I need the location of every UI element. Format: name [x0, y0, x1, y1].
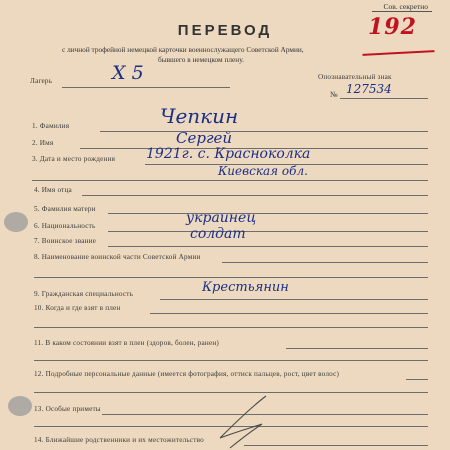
field-7-label: 7. Воинское звание — [34, 237, 97, 245]
tag-value: 127534 — [346, 82, 392, 96]
field-2-value: Сергей — [176, 129, 233, 147]
classification-underline — [372, 11, 432, 12]
tag-prefix: № — [330, 90, 338, 99]
field-11-line-2 — [34, 360, 428, 361]
field-4-label: 4. Имя отца — [34, 186, 72, 194]
field-7-line — [108, 246, 428, 247]
field-10-label: 10. Когда и где взят в плен — [34, 304, 121, 312]
field-9-label: 9. Гражданская специальность — [34, 290, 134, 298]
pencil-strike-mark — [200, 392, 280, 450]
field-1-label: 1. Фамилия — [32, 122, 70, 130]
camp-label: Лагерь — [30, 77, 53, 85]
field-2-label: 2. Имя — [32, 139, 54, 147]
field-10-line — [150, 313, 428, 314]
field-5-label: 5. Фамилия матери — [34, 205, 96, 213]
field-4-line — [82, 195, 428, 196]
camp-value: Х 5 — [112, 62, 144, 84]
subtitle-line-1: с личной трофейной немецкой карточки военнослужащего Советской Армии, — [62, 45, 304, 54]
field-8-label: 8. Наименование воинской части Советской Армии — [34, 253, 201, 261]
field-1-line — [100, 131, 428, 132]
field-6-label: 6. Национальность — [34, 222, 96, 230]
field-3-value-2: Киевская обл. — [218, 164, 308, 178]
classification-label: Сов. секретно — [383, 2, 428, 11]
field-3-value: 1921г. с. Красноколка — [146, 146, 311, 162]
field-9-line — [160, 299, 428, 300]
field-9-value: Крестьянин — [202, 280, 289, 295]
field-12-label: 12. Подробные персональные данные (имеется фотография, оттиск пальцев, рост, цвет волос) — [34, 370, 340, 378]
field-3-label: 3. Дата и место рождения — [32, 155, 116, 163]
stamp-number: 192 — [368, 14, 417, 40]
field-6-line — [108, 231, 428, 232]
field-6-value: украинец — [186, 210, 257, 226]
hole-punch-top — [4, 212, 28, 232]
tag-line — [340, 98, 428, 99]
document-title: ПЕРЕВОД — [177, 22, 273, 39]
camp-line — [62, 87, 230, 88]
field-13-label: 13. Особые приметы — [34, 405, 101, 413]
field-8-line-2 — [34, 277, 428, 278]
subtitle-line-2: бывшего в немецком плену. — [158, 55, 244, 64]
field-10-line-2 — [34, 327, 428, 328]
tag-label: Опознавательный знак — [318, 73, 392, 81]
field-5-line — [108, 213, 428, 214]
field-12-line — [406, 379, 428, 380]
field-7-value: солдат — [190, 226, 246, 242]
field-1-value: Чепкин — [160, 104, 239, 128]
field-3-line-2 — [32, 180, 428, 181]
field-14-label: 14. Ближайшие родственники и их местожительство — [34, 436, 204, 444]
field-11-label: 11. В каком состоянии взят в плен (здоров, болен, ранен) — [34, 339, 220, 347]
field-11-line — [286, 348, 428, 349]
hole-punch-bottom — [8, 396, 32, 416]
field-8-line — [222, 262, 428, 263]
